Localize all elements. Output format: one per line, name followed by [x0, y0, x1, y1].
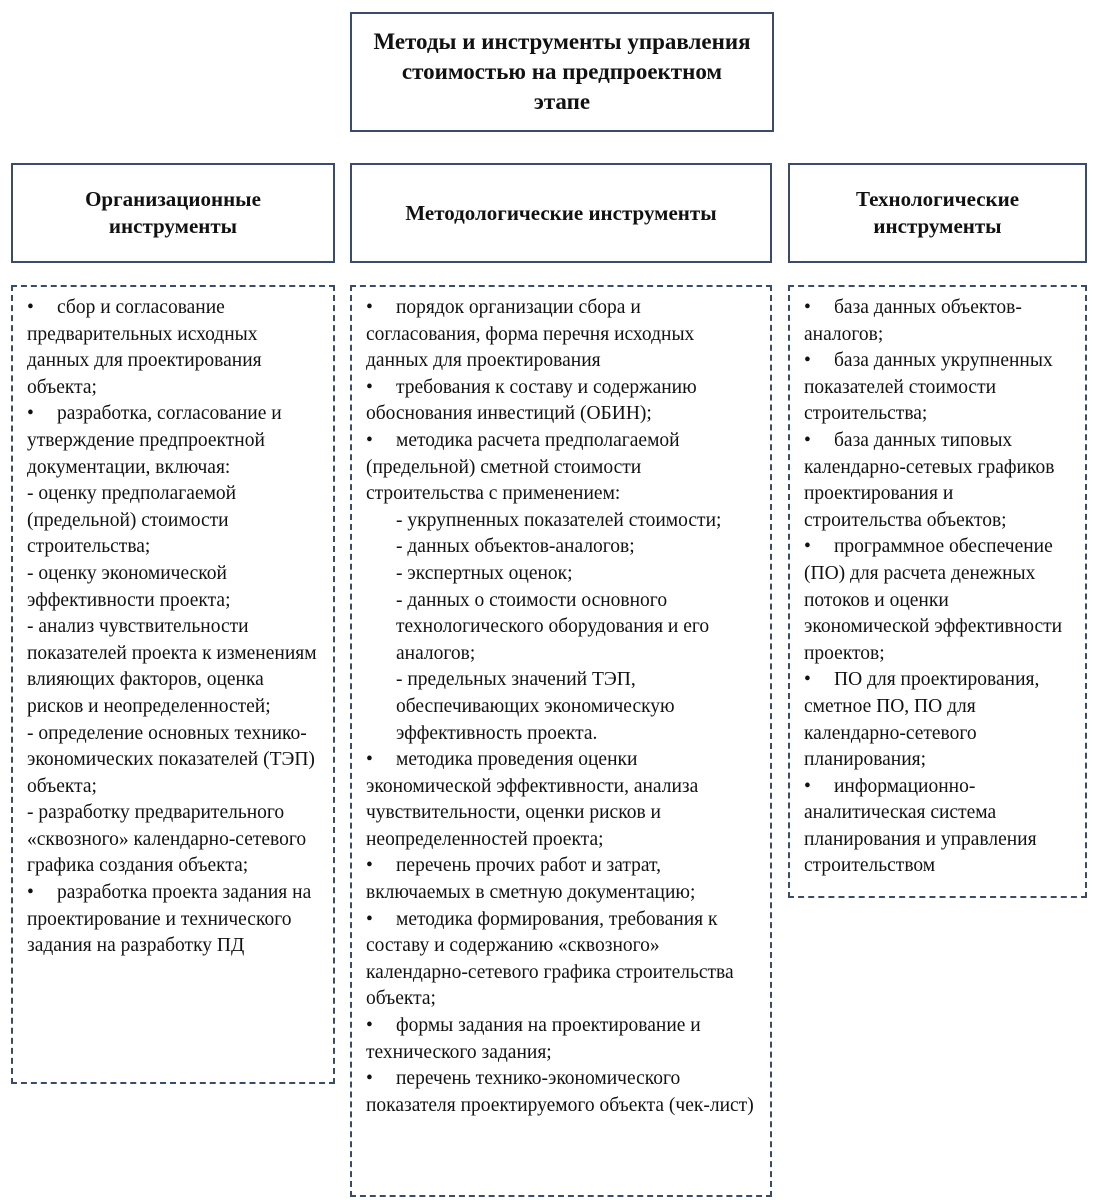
- list-item-text: программное обеспечение (ПО) для расчета денежных потоков и оценки экономической эффективности проектов;: [804, 536, 1063, 664]
- list-item: [366, 907, 760, 1013]
- bullet-icon: •: [804, 775, 811, 797]
- list-item: [366, 747, 760, 853]
- bullet-icon: •: [804, 297, 811, 318]
- list-item: [27, 880, 323, 960]
- header-technological-label: Технологические инструменты: [855, 187, 1020, 238]
- bullet-icon: •: [366, 855, 373, 877]
- list-item-text: перечень прочих работ и затрат, включаемых в сметную документацию;: [366, 855, 696, 904]
- bullet-icon: •: [366, 376, 373, 398]
- bullet-icon: •: [27, 403, 34, 425]
- sub-item-text: - оценку предполагаемой (предельной) стоимости строительства;: [27, 483, 237, 558]
- bullet-icon: •: [804, 350, 811, 372]
- list-item-text: разработка проекта задания на проектирование и технического задания на разработку ПД: [27, 882, 312, 957]
- list-item-text: разработка, согласование и утверждение предпроектной документации, включая:: [27, 403, 282, 478]
- sub-item-text: - данных о стоимости основного технологического оборудования и его аналогов;: [396, 589, 710, 664]
- list-item: [366, 1013, 760, 1066]
- list-item: [804, 428, 1075, 534]
- list-item: [27, 401, 323, 880]
- list-item: [366, 1066, 760, 1119]
- list-item: [366, 428, 760, 747]
- list-item: [804, 295, 1075, 348]
- list-item: [804, 774, 1075, 880]
- sub-item-text: - данных объектов-аналогов;: [396, 536, 635, 558]
- bullet-icon: •: [366, 429, 373, 451]
- list-item: [366, 375, 760, 428]
- list-item: [804, 667, 1075, 773]
- bullet-icon: •: [804, 536, 811, 558]
- diagram-title: Методы и инструменты управления стоимостью на предпроектном этапе: [373, 29, 751, 114]
- bullet-icon: •: [27, 882, 34, 904]
- bullet-icon: •: [27, 297, 34, 318]
- header-organizational: [11, 163, 335, 263]
- bullet-icon: •: [366, 749, 373, 771]
- header-technological: [788, 163, 1087, 263]
- header-methodological-label: Методологические инструменты: [405, 200, 717, 225]
- sub-item-text: - экспертных оценок;: [396, 562, 573, 584]
- list-item: [366, 853, 760, 906]
- header-organizational-label: Организационные инструменты: [85, 187, 261, 238]
- list-item-text: методика проведения оценки экономической эффективности, анализа чувствительности, оценки рисков и неопределенностей проекта;: [366, 749, 699, 850]
- sub-item-text: - определение основных технико-экономических показателей (ТЭП) объекта;: [27, 722, 315, 797]
- list-item-text: база данных объектов-аналогов;: [804, 297, 1022, 345]
- list-item-text: перечень технико-экономического показателя проектируемого объекта (чек-лист): [366, 1068, 754, 1116]
- bullet-icon: •: [366, 908, 373, 930]
- list-item-text: формы задания на проектирование и технического задания;: [366, 1015, 701, 1063]
- bullet-icon: •: [366, 1068, 373, 1090]
- list-item-text: база данных укрупненных показателей стоимости строительства;: [804, 350, 1053, 425]
- list-item-text: требования к составу и содержанию обоснования инвестиций (ОБИН);: [366, 376, 697, 425]
- list-item-text: методика расчета предполагаемой (предельной) сметной стоимости строительства с применением:: [366, 429, 680, 505]
- bullet-icon: •: [804, 429, 811, 451]
- sub-item-text: - анализ чувствительности показателей проекта к изменениям влияющих факторов, оценка рисков и неопределенностей;: [27, 616, 317, 717]
- sub-item-text: - укрупненных показателей стоимости;: [396, 509, 722, 531]
- list-item: [27, 295, 323, 401]
- diagram-title-box: [350, 12, 774, 132]
- sub-item-text: - предельных значений ТЭП, обеспечивающих экономическую эффективность проекта.: [396, 669, 675, 744]
- list-item-text: ПО для проектирования, сметное ПО, ПО для календарно-сетевого планирования;: [804, 669, 1040, 771]
- list-item-text: база данных типовых календарно-сетевых графиков проектирования и строительства объектов;: [804, 429, 1055, 531]
- list-item: [804, 348, 1075, 428]
- list-item: [804, 534, 1075, 667]
- bullet-icon: •: [366, 1015, 373, 1037]
- list-technological: [788, 285, 1087, 898]
- list-item-text: сбор и согласование предварительных исходных данных для проектирования объекта;: [27, 297, 262, 398]
- list-methodological: [350, 285, 772, 1197]
- bullet-icon: •: [366, 297, 373, 318]
- bullet-icon: •: [804, 669, 811, 691]
- header-methodological: [350, 163, 772, 263]
- list-item-text: порядок организации сбора и согласования, форма перечня исходных данных для проектирования: [366, 297, 695, 372]
- sub-item-text: - оценку экономической эффективности проекта;: [27, 562, 231, 611]
- list-item: [366, 295, 760, 375]
- sub-item-text: - разработку предварительного «сквозного» календарно-сетевого графика создания объекта;: [27, 802, 307, 877]
- list-item-text: методика формирования, требования к составу и содержанию «сквозного» календарно-сетевого графика строительства объекта;: [366, 908, 734, 1010]
- list-organizational: [11, 285, 335, 1084]
- list-item-text: информационно-аналитическая система планирования и управления строительством: [804, 775, 1037, 877]
